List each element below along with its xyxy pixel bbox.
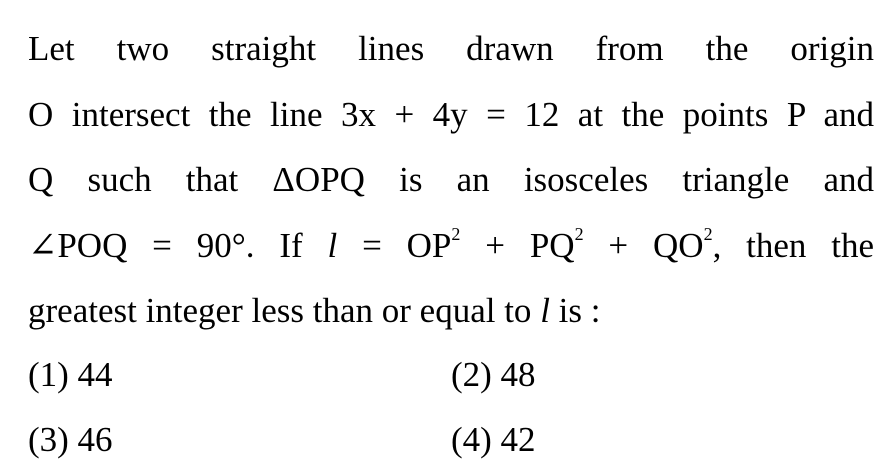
variable-l: l xyxy=(540,291,550,330)
line5-part-a: greatest integer less than or equal to xyxy=(28,291,541,330)
exponent-qo: 2 xyxy=(703,223,713,244)
question-line-2: O intersect the line 3x + 4y = 12 at the points P and xyxy=(28,94,874,134)
answer-options xyxy=(28,342,874,472)
line4-part-e: , then the xyxy=(712,225,875,265)
option-3[interactable]: (3) 46 xyxy=(28,420,113,459)
option-1[interactable]: (1) 44 xyxy=(28,355,113,394)
line5-part-b: is : xyxy=(549,291,601,330)
options-row-1 xyxy=(28,342,874,407)
question-line-3: Q such that ΔOPQ is an isosceles triangle and xyxy=(28,160,874,199)
question-line-4 xyxy=(28,213,874,279)
question-line-5 xyxy=(28,278,874,344)
question-line-1: Let two straight lines drawn from the origin xyxy=(28,29,874,68)
variable-l: l xyxy=(327,225,338,265)
exponent-op: 2 xyxy=(451,223,461,244)
exponent-pq: 2 xyxy=(574,223,584,244)
line4-part-b: = OP xyxy=(337,225,452,265)
line4-part-c: + PQ xyxy=(460,225,575,265)
options-row-2 xyxy=(28,407,874,472)
line4-part-d: + QO xyxy=(583,225,704,265)
line4-part-a: ∠POQ = 90°. If xyxy=(28,225,328,265)
question-text xyxy=(28,16,874,344)
option-4[interactable]: (4) 42 xyxy=(451,420,536,459)
option-2[interactable]: (2) 48 xyxy=(451,355,536,394)
